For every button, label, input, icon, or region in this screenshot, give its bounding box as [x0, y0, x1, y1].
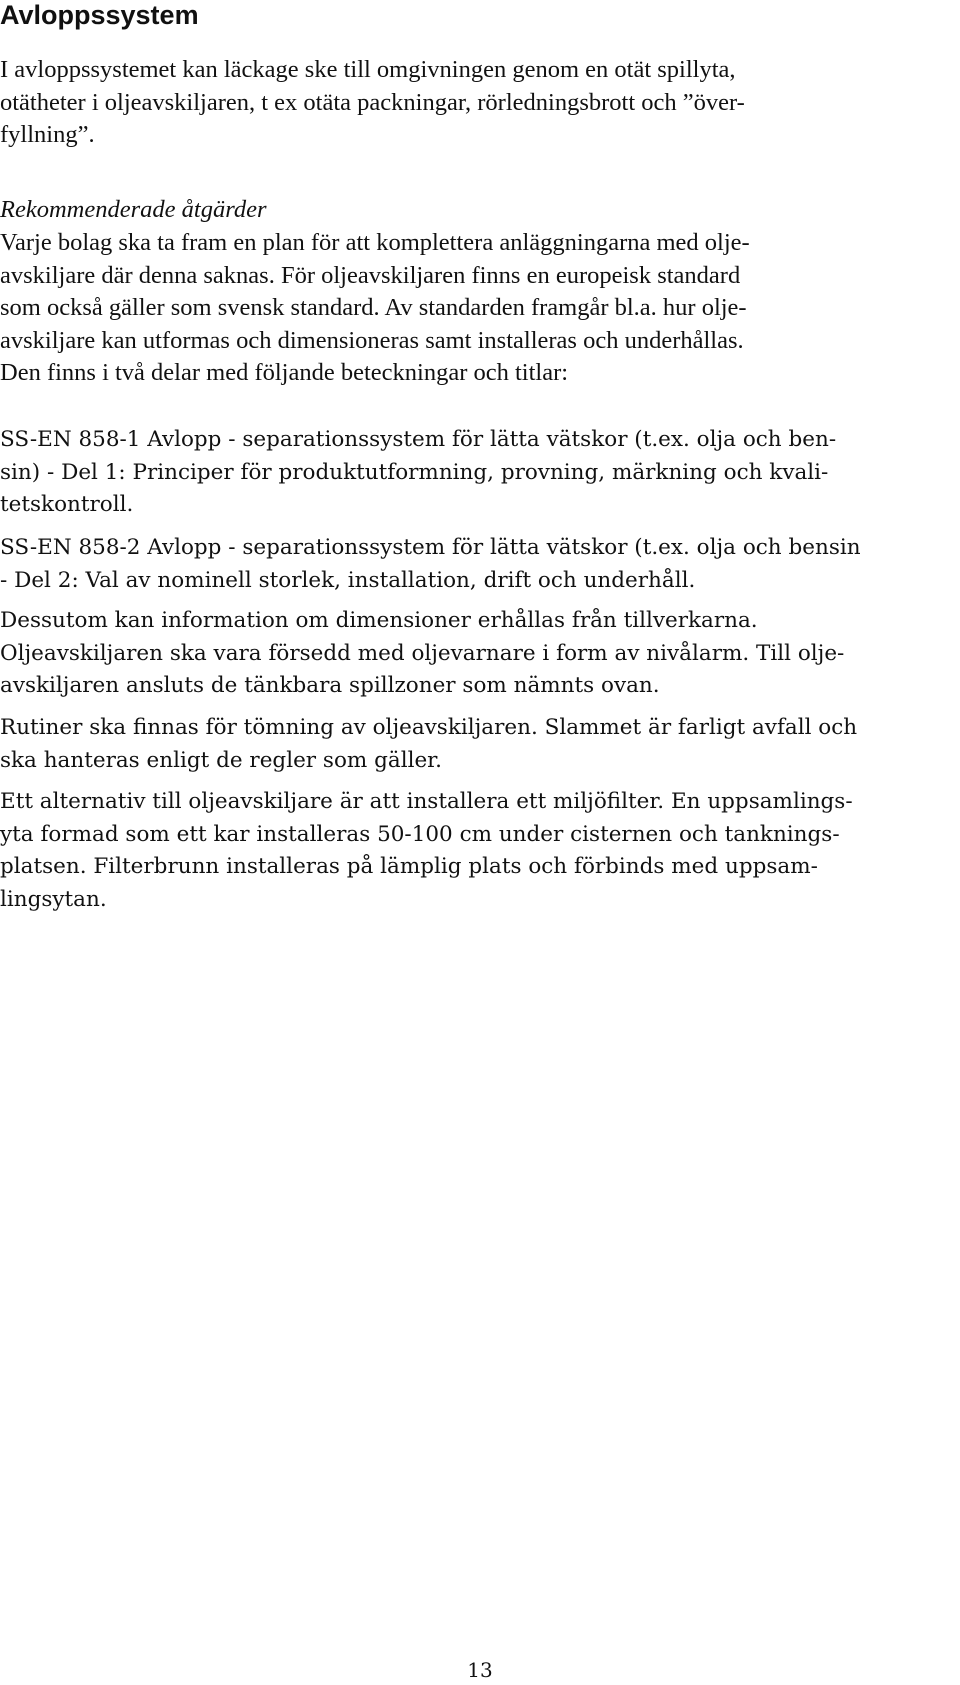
- intro-line: I avloppssystemet kan läckage ske till omgivningen genom en otät spillyta,: [0, 56, 736, 83]
- alternative-line: Ett alternativ till oljeavskiljare är att installera ett miljöfilter. En uppsamlings-: [0, 789, 853, 814]
- intro-line: fyllning”.: [0, 121, 95, 148]
- intro-line: otätheter i oljeavskiljaren, t ex otäta packningar, rörledningsbrott och ”över-: [0, 88, 745, 116]
- intro-paragraph: [0, 54, 960, 152]
- standard-858-2-line: SS-EN 858-2 Avlopp - separationssystem för lätta vätskor (t.ex. olja och bensin: [0, 535, 861, 560]
- alternative-line: platsen. Filterbrunn installeras på lämplig plats och förbinds med uppsam-: [0, 854, 818, 879]
- alternative-line: yta formad som ett kar installeras 50-100 cm under cisternen och tanknings-: [0, 821, 840, 847]
- standard-858-1-line: tetskontroll.: [0, 492, 134, 517]
- page-heading: Avloppssystem: [0, 0, 199, 30]
- recommended-line: Varje bolag ska ta fram en plan för att komplettera anläggningarna med olje-: [0, 229, 750, 256]
- dimensions-line: Dessutom kan information om dimensioner erhållas från tillverkarna.: [0, 608, 758, 633]
- standard-858-2-paragraph: [0, 532, 960, 597]
- routines-line: ska hanteras enligt de regler som gäller.: [0, 747, 442, 773]
- recommended-line: avskiljare kan utformas och dimensioneras samt installeras och underhållas.: [0, 326, 744, 354]
- routines-paragraph: [0, 712, 960, 777]
- page-number: 13: [467, 1658, 493, 1682]
- routines-line: Rutiner ska finnas för tömning av oljeavskiljaren. Slammet är farligt avfall och: [0, 715, 858, 740]
- standard-858-1-line: SS-EN 858-1 Avlopp - separationssystem för lätta vätskor (t.ex. olja och ben-: [0, 427, 837, 452]
- recommended-subheading: Rekommenderade åtgärder: [0, 196, 267, 223]
- recommended-subheading-block: [0, 194, 960, 227]
- standard-858-2-line: - Del 2: Val av nominell storlek, installation, drift och underhåll.: [0, 567, 696, 593]
- recommended-line: Den finns i två delar med följande beteckningar och titlar:: [0, 359, 569, 386]
- recommended-paragraph: [0, 227, 960, 390]
- recommended-line: avskiljare där denna saknas. För oljeavskiljaren finns en europeisk standard: [0, 261, 741, 289]
- standard-858-1-paragraph: [0, 424, 960, 522]
- dimensions-line: Oljeavskiljaren ska vara försedd med oljevarnare i form av nivålarm. Till olje-: [0, 640, 845, 666]
- alternative-line: lingsytan.: [0, 886, 107, 912]
- dimensions-paragraph: [0, 605, 960, 703]
- recommended-line: som också gäller som svensk standard. Av standarden framgår bl.a. hur olje-: [0, 294, 747, 321]
- dimensions-line: avskiljaren ansluts de tänkbara spillzoner som nämnts ovan.: [0, 673, 660, 698]
- standard-858-1-line: sin) - Del 1: Principer för produktutformning, provning, märkning och kvali-: [0, 459, 829, 485]
- alternative-paragraph: [0, 786, 960, 916]
